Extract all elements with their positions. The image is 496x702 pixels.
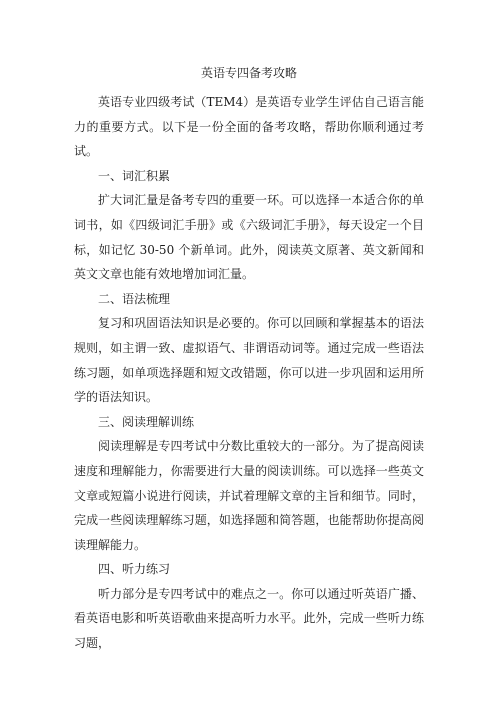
document-title: 英语专四备考攻略: [200, 66, 297, 80]
section-body-vocabulary: 扩大词汇量是备考专四的重要一环。可以选择一本适合你的单词书，如《四级词汇手册》或《六级词汇手册》，每天设定一个目标，如记忆 30-50 个新单词。此外，阅读英文原著、英文新闻和英文文章也能有效地增加词汇量。: [74, 193, 424, 282]
section-body-reading: 阅读理解是专四考试中分数比重较大的一部分。为了提高阅读速度和理解能力，你需要进行大量的阅读训练。可以选择一些英文文章或短篇小说进行阅读，并试着理解文章的主旨和细节。同时，完成一些阅读理解练习题，如选择题和简答题，也能帮助你提高阅读理解能力。: [74, 439, 424, 552]
section-heading-grammar: 二、语法梳理: [98, 291, 171, 306]
document-content: [74, 64, 424, 656]
section-body-grammar: 复习和巩固语法知识是必要的。你可以回顾和掌握基本的语法规则，如主谓一致、虚拟语气、非谓语动词等。通过完成一些语法练习题，如单项选择题和短文改错题，你可以进一步巩固和运用所学的语法知识。: [74, 316, 424, 405]
intro-paragraph: 英语专业四级考试（TEM4）是英语专业学生评估自己语言能力的重要方式。以下是一份全面的备考攻略，帮助你顺利通过考试。: [74, 95, 424, 159]
section-heading-listening: 四、听力练习: [98, 562, 171, 577]
section-heading-reading: 三、阅读理解训练: [98, 414, 195, 429]
section-body-listening: 听力部分是专四考试中的难点之一。你可以通过听英语广播、看英语电影和听英语歌曲来提高听力水平。此外，完成一些听力练习题，: [74, 586, 424, 651]
section-heading-vocabulary: 一、词汇积累: [98, 168, 171, 183]
